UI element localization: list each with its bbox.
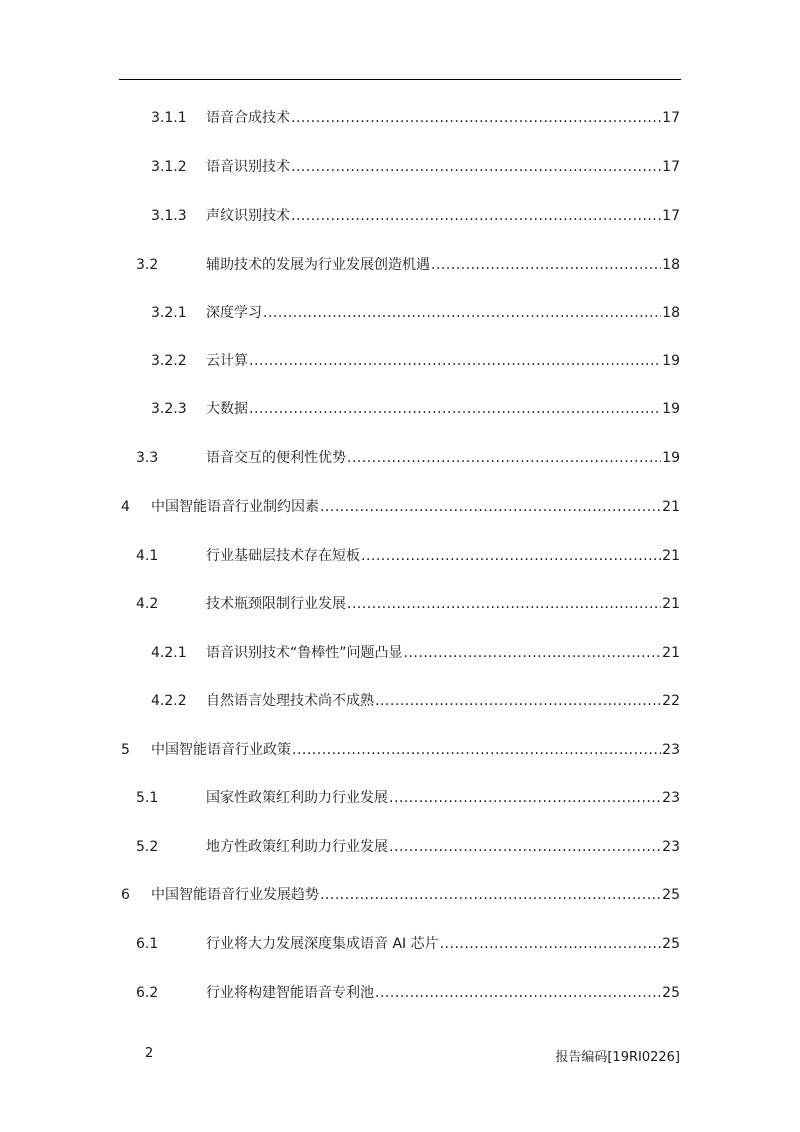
toc-dot-leader [263,302,661,324]
toc-entry-line [206,545,680,567]
toc-entry[interactable] [0,205,800,227]
toc-entry-number: 4 [121,499,130,515]
toc-entry-title: 技术瓶颈限制行业发展 [206,596,346,612]
toc-entry-page: 17 [662,208,680,224]
toc-entry-line [206,447,680,469]
toc-entry-page: 19 [662,401,680,417]
toc-entry[interactable] [0,739,800,761]
toc-entry-page: 18 [662,305,680,321]
toc-entry[interactable] [0,836,800,858]
toc-entry-number: 5.1 [136,790,159,806]
toc-dot-leader [347,593,661,615]
toc-entry-line [206,156,680,178]
toc-entry-page: 21 [662,645,680,661]
toc-entry-number: 3.2.2 [151,353,187,369]
toc-entry-line [206,933,680,955]
toc-entry-number: 6.1 [136,936,159,952]
toc-entry-title: 国家性政策红利助力行业发展 [206,790,388,806]
toc-entry-number: 3.1.1 [151,110,187,126]
toc-entry[interactable] [0,156,800,178]
toc-entry[interactable] [0,254,800,276]
toc-dot-leader [292,739,661,761]
toc-entry-line [206,836,680,858]
toc-entry-line [206,302,680,324]
toc-entry-title: 辅助技术的发展为行业发展创造机遇 [206,257,430,273]
toc-entry-title: 云计算 [206,353,248,369]
toc-dot-leader [291,156,661,178]
toc-entry-page: 18 [662,257,680,273]
toc-entry[interactable] [0,642,800,664]
toc-dot-leader [291,107,661,129]
toc-entry[interactable] [0,933,800,955]
toc-dot-leader [375,690,661,712]
toc-entry-page: 17 [662,110,680,126]
toc-entry-page: 22 [662,693,680,709]
toc-entry-page: 17 [662,159,680,175]
toc-entry-number: 4.2 [136,596,159,612]
toc-entry-line [206,205,680,227]
toc-entry-page: 25 [662,887,680,903]
toc-entry-page: 19 [662,353,680,369]
toc-entry[interactable] [0,447,800,469]
toc-entry-page: 23 [662,790,680,806]
toc-dot-leader [320,884,661,906]
toc-entry-page: 23 [662,839,680,855]
toc-entry-line [206,350,680,372]
toc-entry-number: 4.2.1 [151,645,187,661]
toc-entry-title: 行业将大力发展深度集成语音 AI 芯片 [206,936,439,952]
toc-entry-line [206,254,680,276]
header-rule [119,79,681,80]
toc-entry-title: 中国智能语音行业政策 [151,742,291,758]
toc-entry-number: 4.1 [136,548,159,564]
toc-dot-leader [361,545,661,567]
toc-entry-title: 语音合成技术 [206,110,290,126]
toc-dot-leader [431,254,661,276]
toc-entry-page: 19 [662,450,680,466]
toc-dot-leader [375,982,661,1004]
toc-dot-leader [389,787,661,809]
toc-entry-title: 语音识别技术 [206,159,290,175]
toc-entry-line [206,787,680,809]
toc-entry-line [206,642,680,664]
toc-entry[interactable] [0,787,800,809]
toc-entry-line [206,398,680,420]
toc-entry-line [151,496,680,518]
toc-entry[interactable] [0,545,800,567]
toc-dot-leader [320,496,661,518]
toc-entry-number: 5 [121,742,130,758]
toc-entry-page: 25 [662,985,680,1001]
toc-entry-title: 语音交互的便利性优势 [206,450,346,466]
toc-entry-number: 3.3 [136,450,159,466]
toc-entry-number: 3.1.2 [151,159,187,175]
toc-entry-title: 行业将构建智能语音专利池 [206,985,374,1001]
toc-dot-leader [440,933,662,955]
toc-entry[interactable] [0,496,800,518]
toc-dot-leader [389,836,661,858]
toc-entry[interactable] [0,398,800,420]
toc-entry[interactable] [0,982,800,1004]
toc-entry[interactable] [0,107,800,129]
toc-entry-number: 6.2 [136,985,159,1001]
toc-entry-page: 25 [662,936,680,952]
toc-entry-number: 3.2.3 [151,401,187,417]
toc-entry-title: 行业基础层技术存在短板 [206,548,360,564]
toc-entry-line [151,739,680,761]
footer-page-number: 2 [145,1046,154,1061]
toc-dot-leader [347,447,661,469]
toc-entry-title: 大数据 [206,401,248,417]
toc-entry[interactable] [0,690,800,712]
toc-entry[interactable] [0,884,800,906]
toc-entry-number: 3.2 [136,257,159,273]
toc-entry-line [206,982,680,1004]
toc-entry-number: 4.2.2 [151,693,187,709]
toc-entry-page: 21 [662,499,680,515]
toc-entry-title: 中国智能语音行业发展趋势 [151,887,319,903]
toc-entry[interactable] [0,593,800,615]
toc-entry-line [206,690,680,712]
toc-entry-page: 21 [662,548,680,564]
toc-entry-number: 6 [121,887,130,903]
toc-entry[interactable] [0,350,800,372]
toc-entry[interactable] [0,302,800,324]
toc-entry-title: 中国智能语音行业制约因素 [151,499,319,515]
toc-entry-title: 深度学习 [206,305,262,321]
toc-entry-number: 3.1.3 [151,208,187,224]
toc-entry-number: 5.2 [136,839,159,855]
toc-entry-line [206,107,680,129]
toc-entry-title: 自然语言处理技术尚不成熟 [206,693,374,709]
toc-entry-title: 地方性政策红利助力行业发展 [206,839,388,855]
toc-entry-page: 23 [662,742,680,758]
toc-entry-number: 3.2.1 [151,305,187,321]
footer-report-code: 报告编码[19RI0226] [555,1050,680,1065]
toc-entry-page: 21 [662,596,680,612]
toc-dot-leader [404,642,662,664]
toc-entry-line [206,593,680,615]
toc-dot-leader [249,350,661,372]
toc-entry-title: 声纹识别技术 [206,208,290,224]
toc-dot-leader [249,398,661,420]
toc-entry-line [151,884,680,906]
toc-dot-leader [291,205,661,227]
toc-entry-title: 语音识别技术“鲁棒性”问题凸显 [206,645,403,661]
